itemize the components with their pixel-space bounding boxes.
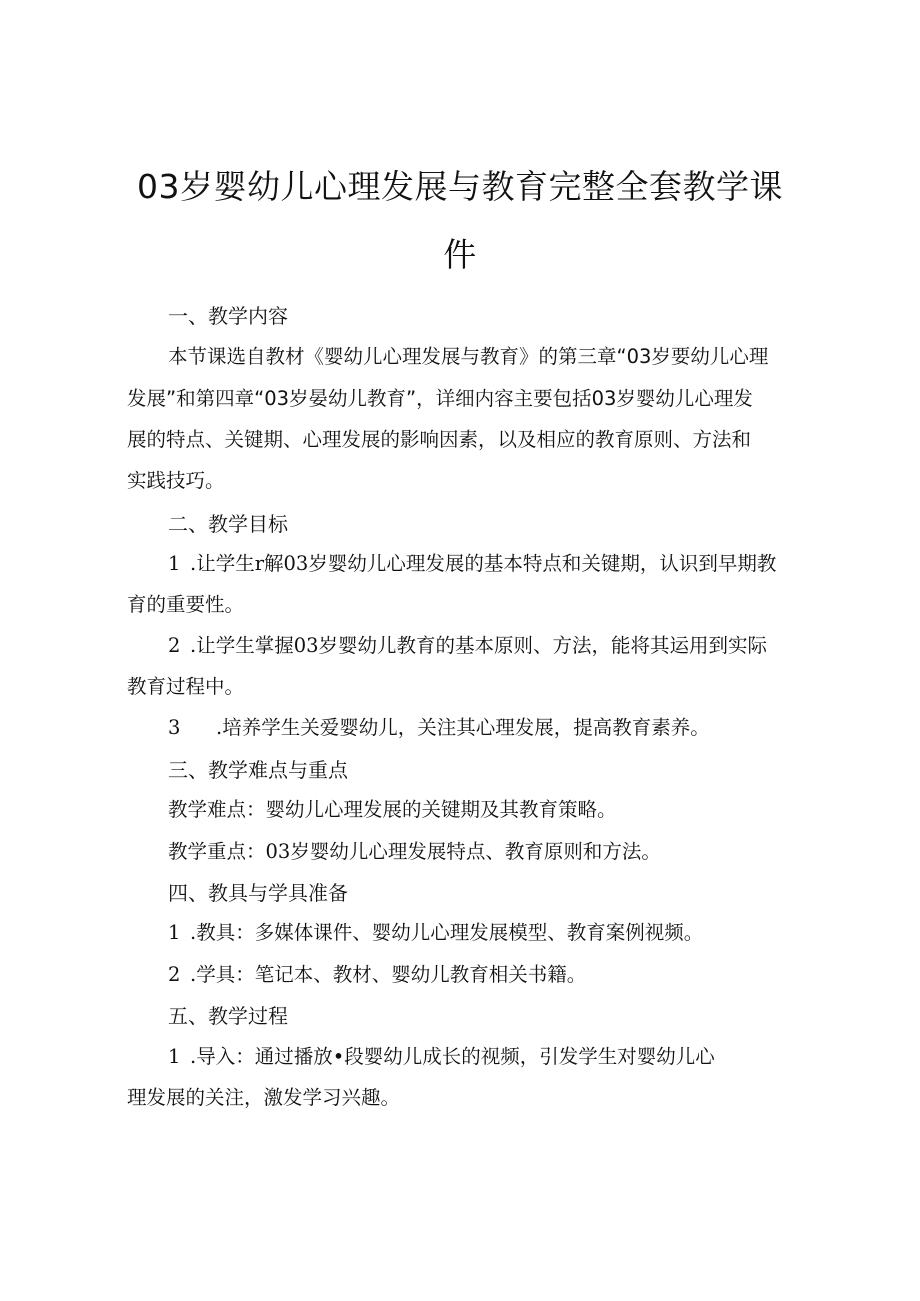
process-1-text: .导入：通过播放•段婴幼儿成长的视频，引发学生对婴幼儿心 xyxy=(190,1045,715,1068)
section-heading-materials: 四、教具与学具准备 xyxy=(168,881,348,905)
objective-1-text: .让学生r解03岁婴幼儿心理发展的基本特点和关键期，认识到早期教 xyxy=(190,552,777,575)
objective-item-1 xyxy=(168,551,776,577)
materials-2-text: .学具：笔记本、教材、婴幼儿教育相关书籍。 xyxy=(190,963,587,986)
content-paragraph-line: 展的特点、关键期、心理发展的影响因素，以及相应的教育原则、方法和 xyxy=(127,428,752,451)
section-heading-difficulties: 三、教学难点与重点 xyxy=(168,758,348,782)
objective-3-text: .培养学生关爱婴幼儿，关注其心理发展，提高教育素养。 xyxy=(216,716,710,739)
objective-item-2 xyxy=(168,633,767,659)
materials-1-text: .教具：多媒体课件、婴幼儿心理发展模型、教育案例视频。 xyxy=(190,921,704,944)
objective-2-text: .让学生掌握03岁婴幼儿教育的基本原则、方法，能将其运用到实际 xyxy=(190,634,768,657)
objective-item-3 xyxy=(168,715,710,741)
objective-2-number: 2 xyxy=(168,634,181,657)
content-paragraph-line: 发展”和第四章“03岁晏幼儿教育”，详细内容主要包括03岁婴幼儿心理发 xyxy=(127,387,753,410)
objective-1-number: 1 xyxy=(168,552,181,575)
teaching-difficulty: 教学难点：婴幼儿心理发展的关键期及其教育策略。 xyxy=(168,798,617,821)
section-heading-content: 一、教学内容 xyxy=(168,304,288,328)
materials-item-2 xyxy=(168,962,586,988)
objective-item-1-continued: 育的重要性。 xyxy=(127,593,245,616)
materials-1-number: 1 xyxy=(168,921,181,944)
materials-item-1 xyxy=(168,920,703,946)
content-paragraph-line: 实践技巧。 xyxy=(127,469,225,492)
objective-3-number: 3 xyxy=(168,716,181,739)
section-heading-process: 五、教学过程 xyxy=(168,1004,288,1028)
materials-2-number: 2 xyxy=(168,963,181,986)
objective-item-2-continued: 教育过程中。 xyxy=(127,675,245,698)
section-heading-objectives: 二、教学目标 xyxy=(168,512,288,536)
process-item-1-continued: 理发展的关注，激发学习兴趣。 xyxy=(127,1086,401,1109)
teaching-key-point: 教学重点：03岁婴幼儿心理发展特点、教育原则和方法。 xyxy=(168,840,661,863)
document-title-line-2: 件 xyxy=(443,235,477,274)
process-1-number: 1 xyxy=(168,1045,181,1068)
document-title-line-1: 03岁婴幼儿心理发展与教育完整全套教学课 xyxy=(137,167,783,206)
process-item-1 xyxy=(168,1044,715,1070)
content-paragraph-line: 本节课选自教材《婴幼儿心理发展与教育》的第三章“03岁要幼儿心理 xyxy=(168,345,769,368)
